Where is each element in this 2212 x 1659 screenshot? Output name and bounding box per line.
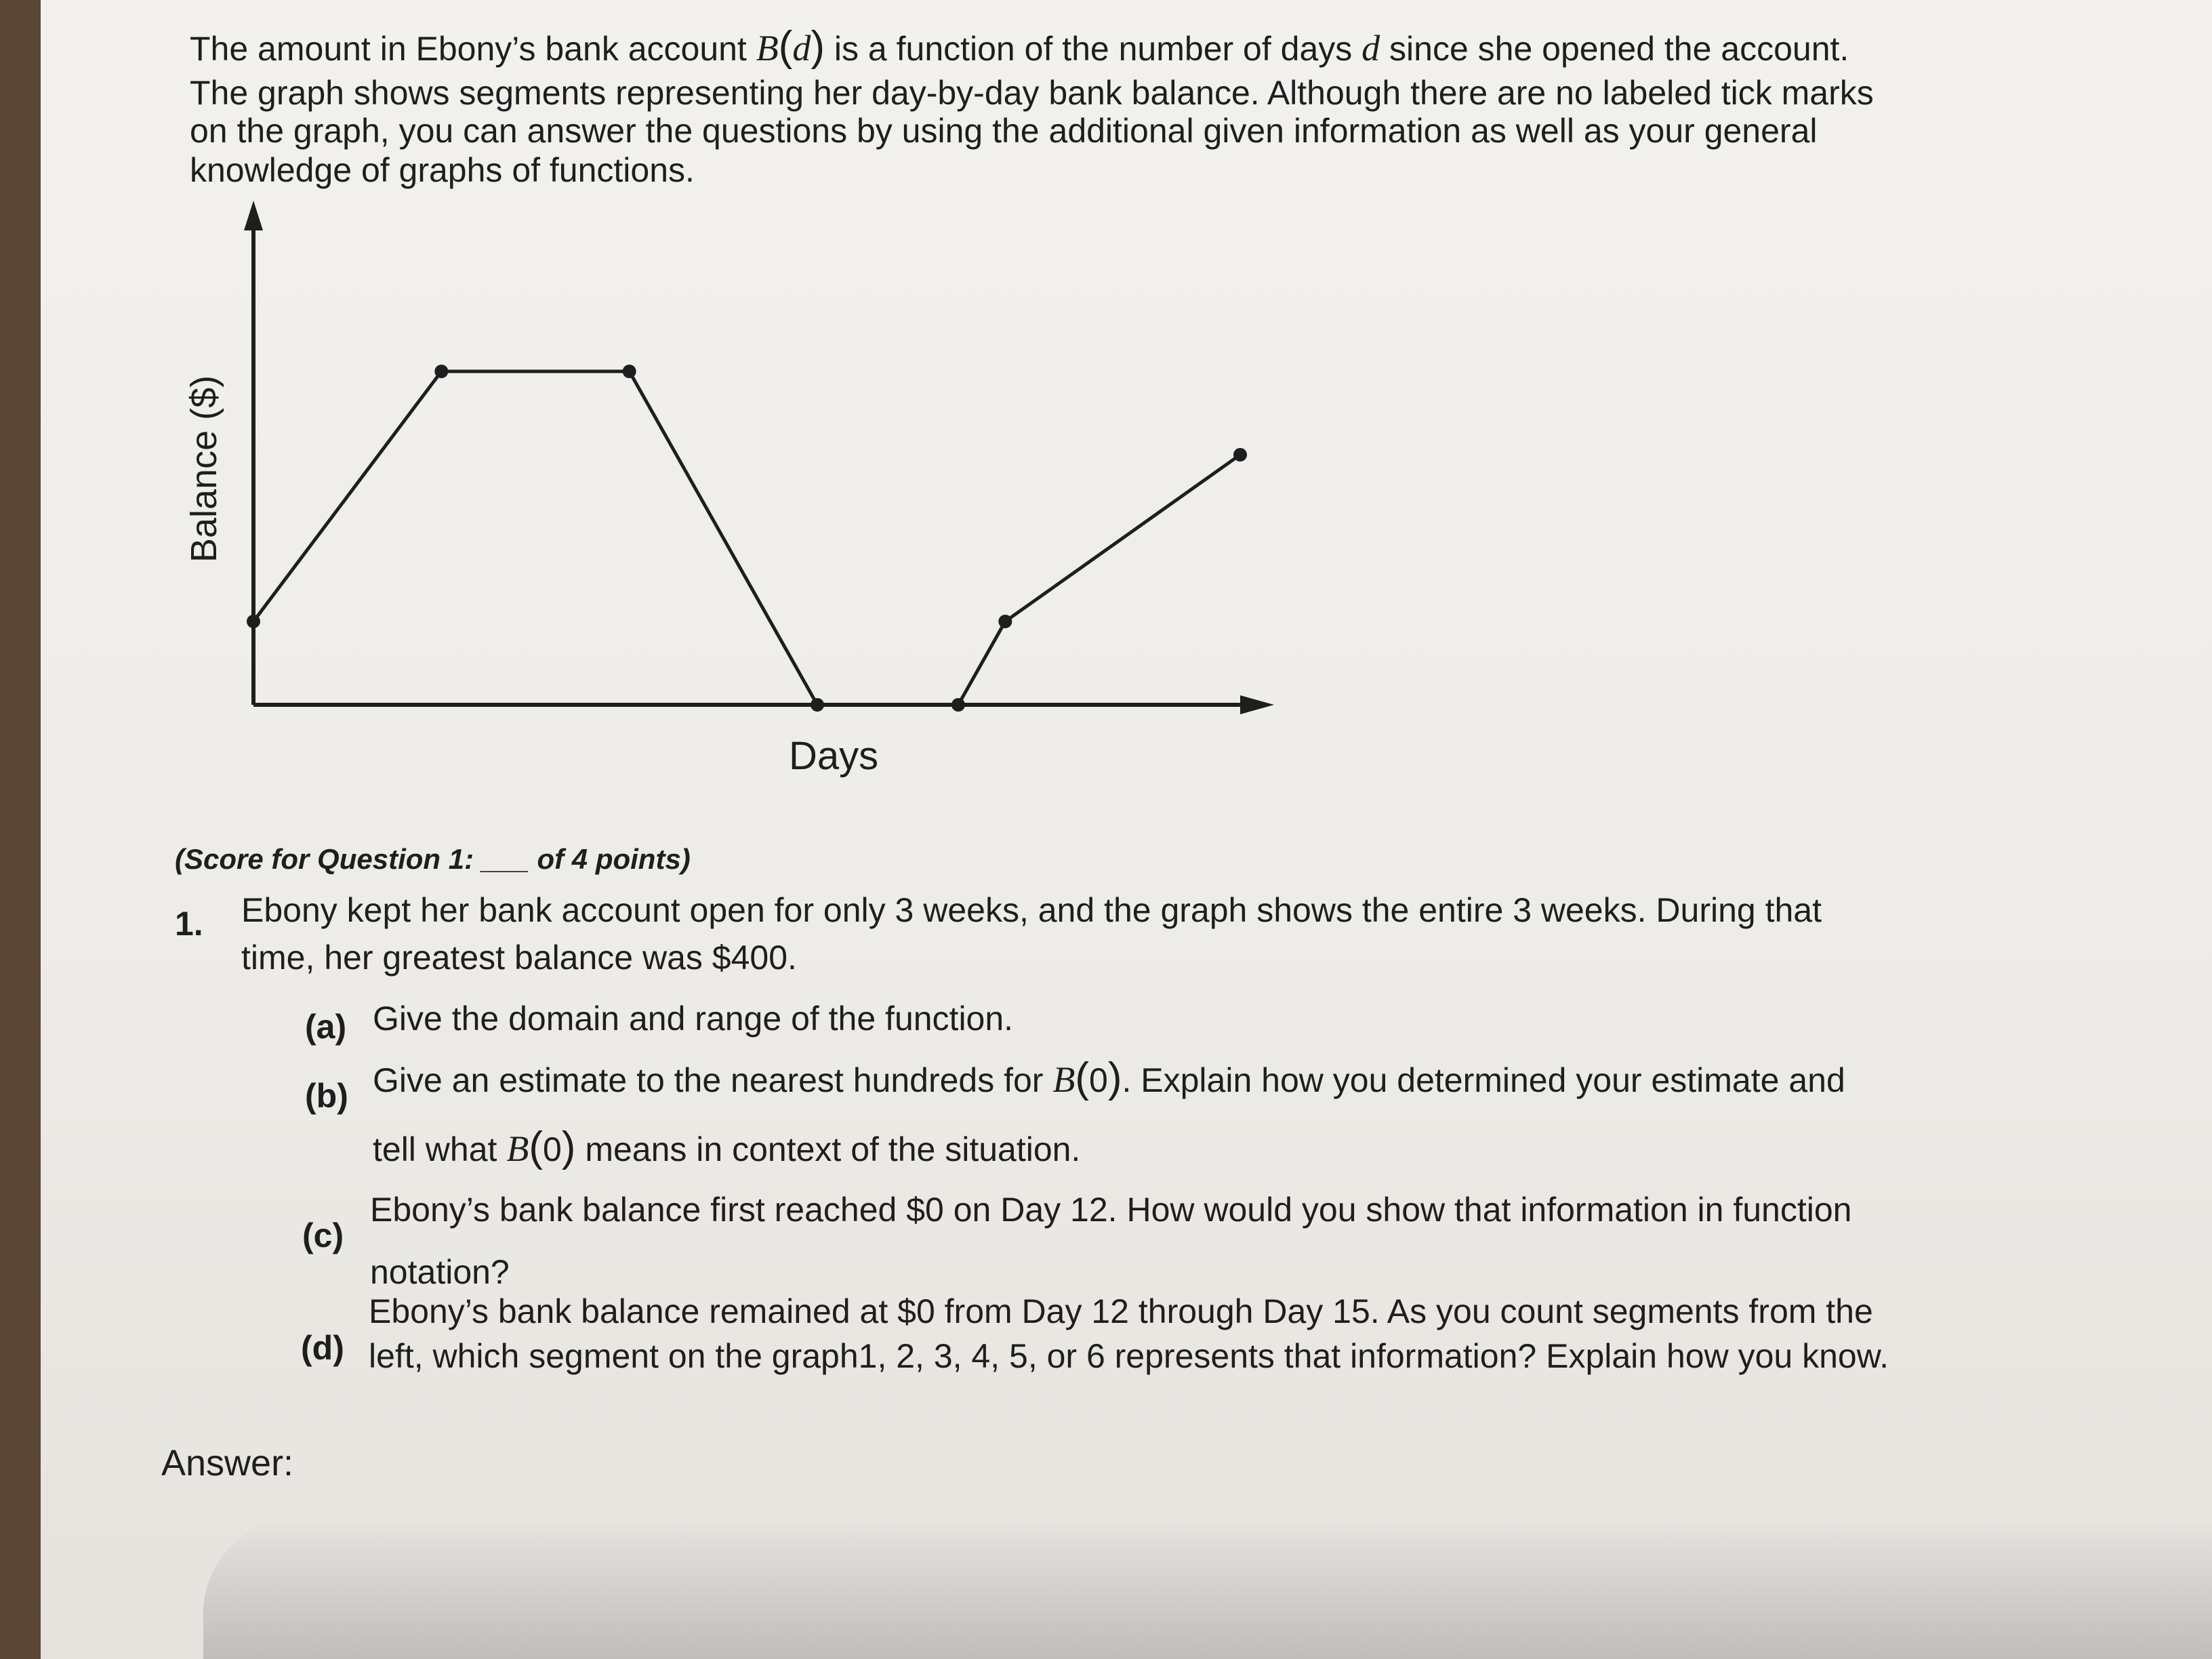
part-a-text: Give the domain and range of the function.	[373, 1000, 1014, 1038]
graph-segment-1	[253, 371, 441, 621]
function-name: B	[756, 28, 779, 68]
days-variable: d	[1361, 28, 1380, 68]
graph-point-7	[1233, 448, 1247, 462]
graph-point-5	[951, 698, 965, 712]
intro-line-4: knowledge of graphs of functions.	[190, 151, 695, 189]
question-number: 1.	[175, 905, 203, 943]
part-a-label: (a)	[305, 1008, 347, 1046]
function-variable: d	[792, 28, 811, 68]
intro-text-b: is a function of the number of days	[825, 30, 1362, 68]
graph-point-4	[811, 698, 824, 712]
answer-label: Answer:	[161, 1443, 294, 1483]
intro-line-2: The graph shows segments representing her day-by-day bank balance. Although there are no labeled tick marks	[190, 74, 1874, 112]
part-b-line-1: Give an estimate to the nearest hundreds for B(0). Explain how you determined your estimate and	[373, 1054, 1845, 1101]
part-d-label: (d)	[301, 1329, 344, 1367]
graph-segment-5	[958, 621, 1005, 705]
b-function-arg: 0	[1089, 1061, 1108, 1099]
intro-line-3: on the graph, you can answer the questions by using the additional given information as well as your general	[190, 112, 1818, 150]
question-1-line-1: Ebony kept her bank account open for only 3 weeks, and the graph shows the entire 3 weeks. During that	[241, 891, 1822, 929]
part-c-line-1: Ebony’s bank balance first reached $0 on Day 12. How would you show that information in function	[370, 1191, 1852, 1229]
part-c-label: (c)	[302, 1216, 344, 1254]
part-d-line-1: Ebony’s bank balance remained at $0 from Day 12 through Day 15. As you count segments from the	[369, 1292, 1873, 1330]
graph-point-1	[247, 615, 260, 628]
part-c-line-2: notation?	[370, 1253, 510, 1291]
y-axis-label: Balance ($)	[184, 375, 224, 562]
b-function-name: B	[1052, 1059, 1076, 1100]
graph-segment-6	[1005, 455, 1240, 621]
x-axis-arrow	[1240, 695, 1274, 714]
question-1-line-2: time, her greatest balance was $400.	[241, 939, 797, 977]
graph-point-3	[623, 365, 636, 378]
intro-text-c: since she opened the account.	[1380, 30, 1849, 68]
score-line: (Score for Question 1: ___ of 4 points)	[175, 843, 691, 875]
part-d-line-2: left, which segment on the graph1, 2, 3, 4, 5, or 6 represents that information? Explain how you know.	[369, 1337, 1889, 1375]
y-axis-arrow	[244, 201, 263, 230]
part-b-line-2: tell what B(0) means in context of the situation.	[373, 1124, 1081, 1170]
part-b-label: (b)	[305, 1077, 348, 1115]
graph-segment-3	[630, 371, 817, 705]
graph-point-2	[434, 365, 448, 378]
page-shadow	[203, 1518, 2212, 1659]
score-blank[interactable]: ___	[481, 843, 529, 875]
intro-line-1: The amount in Ebony’s bank account B(d) is a function of the number of days d since she opened the account.	[190, 23, 1849, 70]
x-axis-label: Days	[789, 734, 879, 778]
intro-text-a: The amount in Ebony’s bank account	[190, 30, 756, 68]
graph-point-6	[998, 615, 1012, 628]
